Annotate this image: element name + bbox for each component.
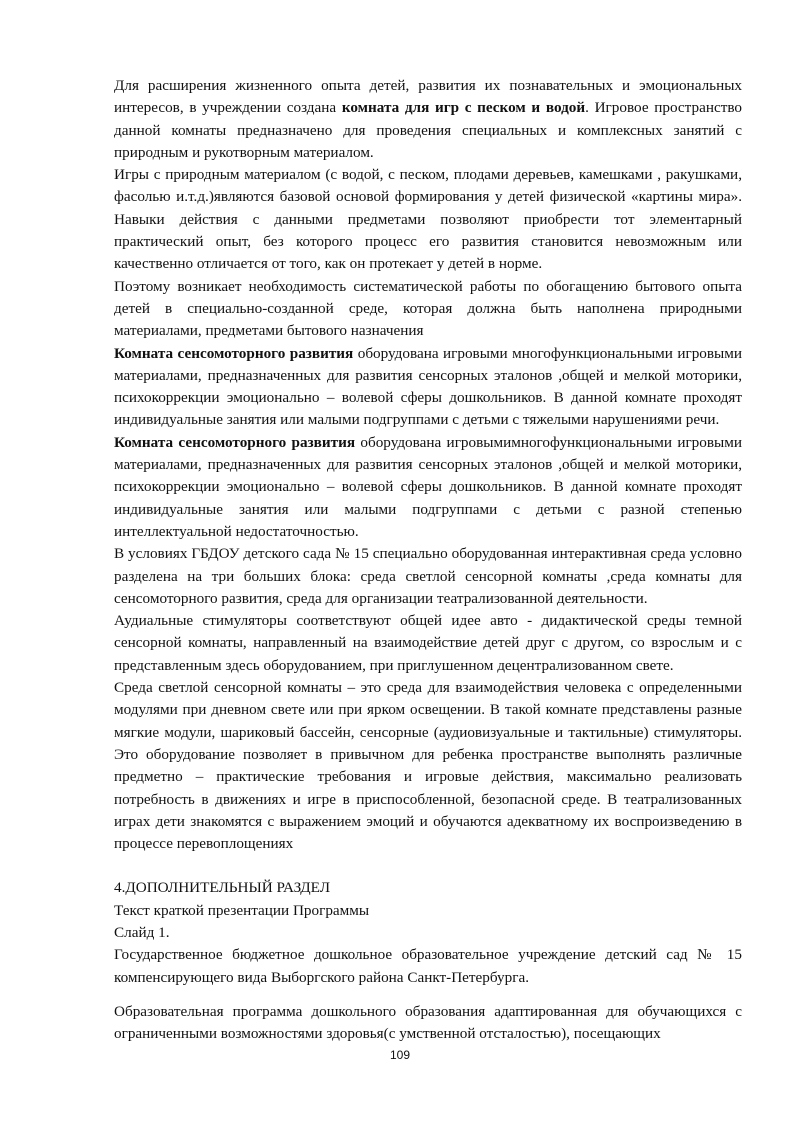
- paragraph-light-sensory-room: Среда светлой сенсорной комнаты – это среда для взаимодействия человека с определенными модулями при дневном свете или при ярком освещении. В такой комнате представлены разные мягкие модули, шариковый бассейн, сенсорные (аудиовизуальные и тактильные) стимуляторы. Это оборудование позволяет в привычном для ребенка пространстве выполнять различные предметно – практические требования и игровые действия, максимально реализовать потребность в движениях и игре в приспособленной, безопасной среде. В театрализованных играх дети знакомятся с выражением эмоций и обучаются адекватному их воспроизведению в процессе перевоплощениях: [114, 679, 742, 853]
- paragraph-sensorimotor-room-2: [114, 432, 742, 543]
- document-page: [114, 75, 742, 1045]
- spacer: [114, 989, 742, 1001]
- section-heading: 4.ДОПОЛНИТЕЛЬНЫЙ РАЗДЕЛ: [114, 879, 330, 897]
- bold-term: Комната сенсомоторного развития: [114, 433, 356, 451]
- text-run: . Игровое пространство данной комнаты предназначено для проведения специальных и комплексных занятий с природным и рукотворным материалом.: [114, 99, 742, 161]
- spacer: [114, 855, 742, 877]
- bold-term: Комната сенсомоторного развития: [114, 344, 354, 362]
- text-run: оборудована игровыми многофункциональными игровыми материалами, предназначенных для развития сенсорных эталонов ,общей и мелкой моторики, психокоррекции эмоционально – волевой сферы дошкольников. В данной комнате проходят индивидуальные занятия или малыми подгруппами с детьми с тяжелыми нарушениями речи.: [114, 344, 742, 429]
- paragraph-interactive-environment: В условиях ГБДОУ детского сада № 15 специально оборудованная интерактивная среда условно разделена на три больших блока: среда светлой сенсорной комнаты ,среда комнаты для сенсомоторного развития, среда для организации театрализованной деятельности.: [114, 545, 742, 607]
- paragraph-systematic-work: Поэтому возникает необходимость систематической работы по обогащению бытового опыта детей в специально-созданной среде, которая должна быть наполнена природными материалами, предметами бытового назначения: [114, 277, 742, 340]
- paragraph-natural-materials: Игры с природным материалом (с водой, с песком, плодами деревьев, камешками , ракушками, фасолью и.т.д.)являются базовой основой формирования у детей физической «картины мира». Навыки действия с данными предметами позволяют приобрести тот элементарный практический опыт, без которого процесс его развития становится невозможным или качественно отличается от того, как он протекает у детей в норме.: [114, 166, 742, 273]
- paragraph-program-description: Образовательная программа дошкольного образования адаптированная для обучающихся с ограниченными возможностями здоровья(с умственной отсталостью), посещающих: [114, 1002, 742, 1043]
- paragraph-institution-name: Государственное бюджетное дошкольное образовательное учреждение детский сад № 15 компенсирующего вида Выборгского района Санкт-Петербурга.: [114, 946, 742, 986]
- paragraph-sand-water-room: [114, 75, 742, 164]
- section-subheading: Текст краткой презентации Программы: [114, 901, 370, 919]
- text-run: Для расширения жизненного опыта детей, развития их познавательных и эмоциональных интересов, в учреждении создана: [114, 77, 742, 117]
- page-number: 109: [389, 1048, 411, 1062]
- slide-label: Слайд 1.: [114, 923, 170, 941]
- text-run: оборудована игровымимногофункциональными игровыми материалами, предназначенных для развития сенсорных эталонов ,общей и мелкой моторики, психокоррекции эмоционально – волевой сферы дошкольников. В данной комнате проходят индивидуальные занятия или малыми подгруппами с детьми с разной степенью интеллектуальной недостаточностью.: [114, 433, 742, 540]
- bold-term: комната для игр с песком и водой: [341, 99, 586, 117]
- paragraph-audio-stimulators: Аудиальные стимуляторы соответствуют общей идее авто - дидактической среды темной сенсорной комнаты, направленный на взаимодействие детей друг с другом, со взрослым и с представленным здесь оборудованием, при приглушенном децентрализованном свете.: [114, 612, 742, 674]
- paragraph-sensorimotor-room-1: [114, 343, 742, 432]
